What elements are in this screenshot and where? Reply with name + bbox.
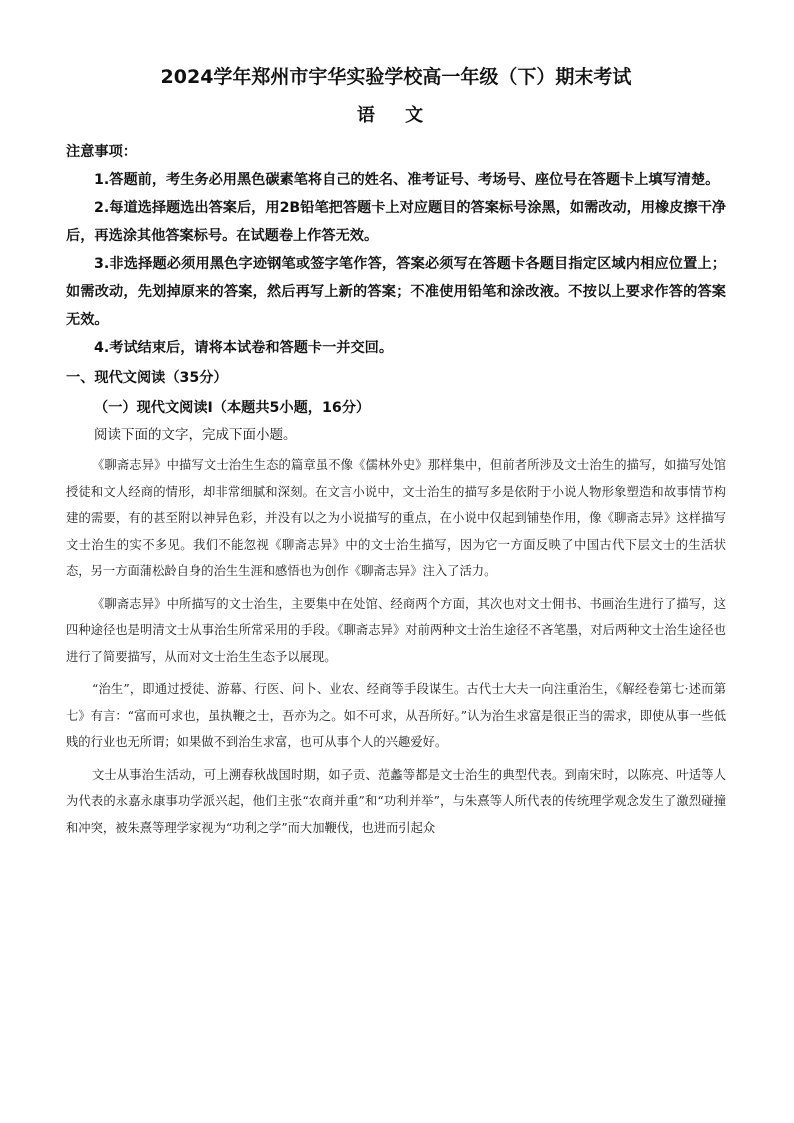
- exam-page: [66, 64, 726, 847]
- notice-heading: 注意事项：: [66, 144, 137, 160]
- sub-section-heading: （一）现代文阅读Ⅰ（本题共5小题，16分）: [94, 400, 371, 416]
- notice-section: [66, 138, 726, 362]
- section-heading: 一、现代文阅读（35分）: [66, 370, 228, 386]
- passage-paragraph-4: 文士从事治生活动，可上溯春秋战国时期，如子贡、范蠡等都是文士治生的典型代表。到南宋时，以陈亮、叶适等人为代表的永嘉永康事功学派兴起，他们主张“农商并重”和“功利并举”，与朱熹等人所代表的传统理学观念发生了激烈碰撞和冲突，被朱熹等理学家视为“功利之学”而大加鞭伐，也进而引起众: [66, 767, 726, 835]
- subject-title: 语 文: [356, 105, 436, 126]
- notice-item-2: 2.每道选择题选出答案后，用2B铅笔把答题卡上对应题目的答案标号涂黑，如需改动，用橡皮擦干净后，再选涂其他答案标号。在试题卷上作答无效。: [66, 200, 726, 244]
- reading-instruction: 阅读下面的文字，完成下面小题。: [94, 427, 297, 443]
- section-modern-reading: [66, 364, 726, 841]
- notice-item-1: 1.答题前，考生务必用黑色碳素笔将自己的姓名、准考证号、考场号、座位号在答题卡上填写清楚。: [94, 172, 720, 188]
- passage-paragraph-1: 《聊斋志异》中描写文士治生生态的篇章虽不像《儒林外史》那样集中，但前者所涉及文士治生的描写，如描写处馆授徒和文人经商的情形，却非常细腻和深刻。在文言小说中，文士治生的描写多是依附于小说人物形象塑造和故事情节构建的需要，有的甚至附以神异色彩，并没有以之为小说描写的重点，在小说中仅起到铺垫作用，像《聊斋志异》这样描写文士治生的实不多见。我们不能忽视《聊斋志异》中的文士治生描写，因为它一方面反映了中国古代下层文士的生活状态，另一方面蒲松龄自身的治生生涯和感悟也为创作《聊斋志异》注入了活力。: [66, 458, 726, 578]
- notice-item-3: 3.非选择题必须用黑色字迹钢笔或签字笔作答，答案必须写在答题卡各题目指定区域内相应位置上；如需改动，先划掉原来的答案，然后再写上新的答案；不准使用铅笔和涂改液。不按以上要求作答的答案无效。: [66, 256, 726, 328]
- notice-item-4: 4.考试结束后，请将本试卷和答题卡一并交回。: [94, 340, 394, 356]
- passage-paragraph-3: “治生”，即通过授徒、游幕、行医、问卜、业农、经商等手段谋生。古代士大夫一向注重治生，《解经卷第七·述而第七》有言：“富而可求也，虽执鞭之士，吾亦为之。如不可求，从吾所好。”认为治生求富是很正当的需求，即使从事一些低贱的行业也无所谓；如果做不到治生求富，也可从事个人的兴趣爱好。: [66, 682, 726, 749]
- exam-title: 2024学年郑州市宇华实验学校高一年级（下）期末考试: [160, 66, 632, 88]
- passage-paragraph-2: 《聊斋志异》中所描写的文士治生，主要集中在处馆、经商两个方面，其次也对文士佣书、书画治生进行了描写，这四种途径也是明清文士从事治生所常采用的手段。《聊斋志异》对前两种文士治生途径不吝笔墨，对后两种文士治生途径也进行了简要描写，从而对文士治生生态予以展现。: [66, 596, 726, 664]
